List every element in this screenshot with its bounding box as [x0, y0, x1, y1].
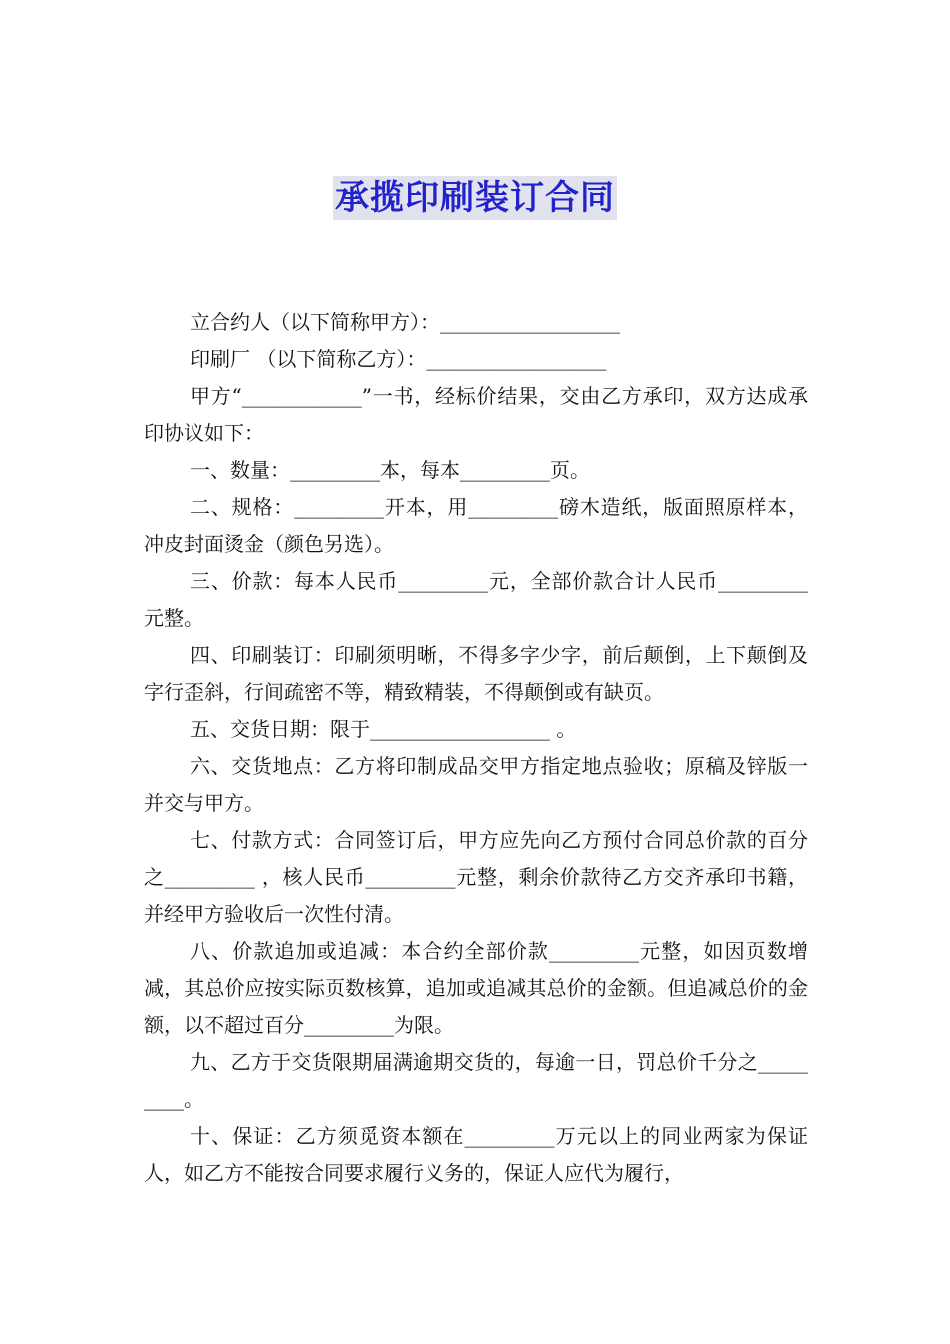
clause-payment: 七、付款方式：合同签订后，甲方应先向乙方预付合同总价款的百分之_________ ，核人民币_________元整，剩余价款待乙方交齐承印书籍，并经甲方验收后一次性付清。 — [144, 828, 808, 926]
party-b-line: 印刷厂 （以下简称乙方）：__________________ — [190, 347, 607, 371]
clause-price: 三、价款：每本人民币_________元，全部价款合计人民币_________元整。 — [144, 569, 808, 630]
contract-body — [144, 304, 808, 1192]
clause-delivery-place: 六、交货地点：乙方将印制成品交甲方指定地点验收；原稿及锌版一并交与甲方。 — [144, 754, 808, 815]
intro-paragraph: 甲方“____________”一书，经标价结果，交由乙方承印，双方达成承印协议如下： — [144, 384, 808, 445]
clause-price-adjustment: 八、价款追加或追减：本合约全部价款_________元整，如因页数增减，其总价应按实际页数核算，追加或追减其总价的金额。但追减总价的金额，以不超过百分_________为限。 — [144, 939, 808, 1037]
clause-specification: 二、规格：_________开本，用_________磅木造纸，版面照原样本，冲皮封面烫金（颜色另选）。 — [144, 495, 808, 556]
clause-quantity: 一、数量：_________本，每本_________页。 — [190, 458, 590, 482]
clause-printing-binding: 四、印刷装订：印刷须明晰，不得多字少字，前后颠倒，上下颠倒及字行歪斜，行间疏密不等，精致精装，不得颠倒或有缺页。 — [144, 643, 808, 704]
title-container — [0, 176, 950, 220]
clause-late-penalty: 九、乙方于交货限期届满逾期交货的，每逾一日，罚总价千分之_________。 — [144, 1050, 808, 1111]
document-title: 承揽印刷装订合同 — [335, 178, 615, 218]
clause-delivery-date: 五、交货日期：限于__________________ 。 — [190, 717, 577, 741]
clause-guarantee: 十、保证：乙方须觅资本额在_________万元以上的同业两家为保证人，如乙方不能按合同要求履行义务的，保证人应代为履行， — [144, 1124, 808, 1185]
party-a-line: 立合约人（以下简称甲方）：__________________ — [190, 310, 620, 334]
